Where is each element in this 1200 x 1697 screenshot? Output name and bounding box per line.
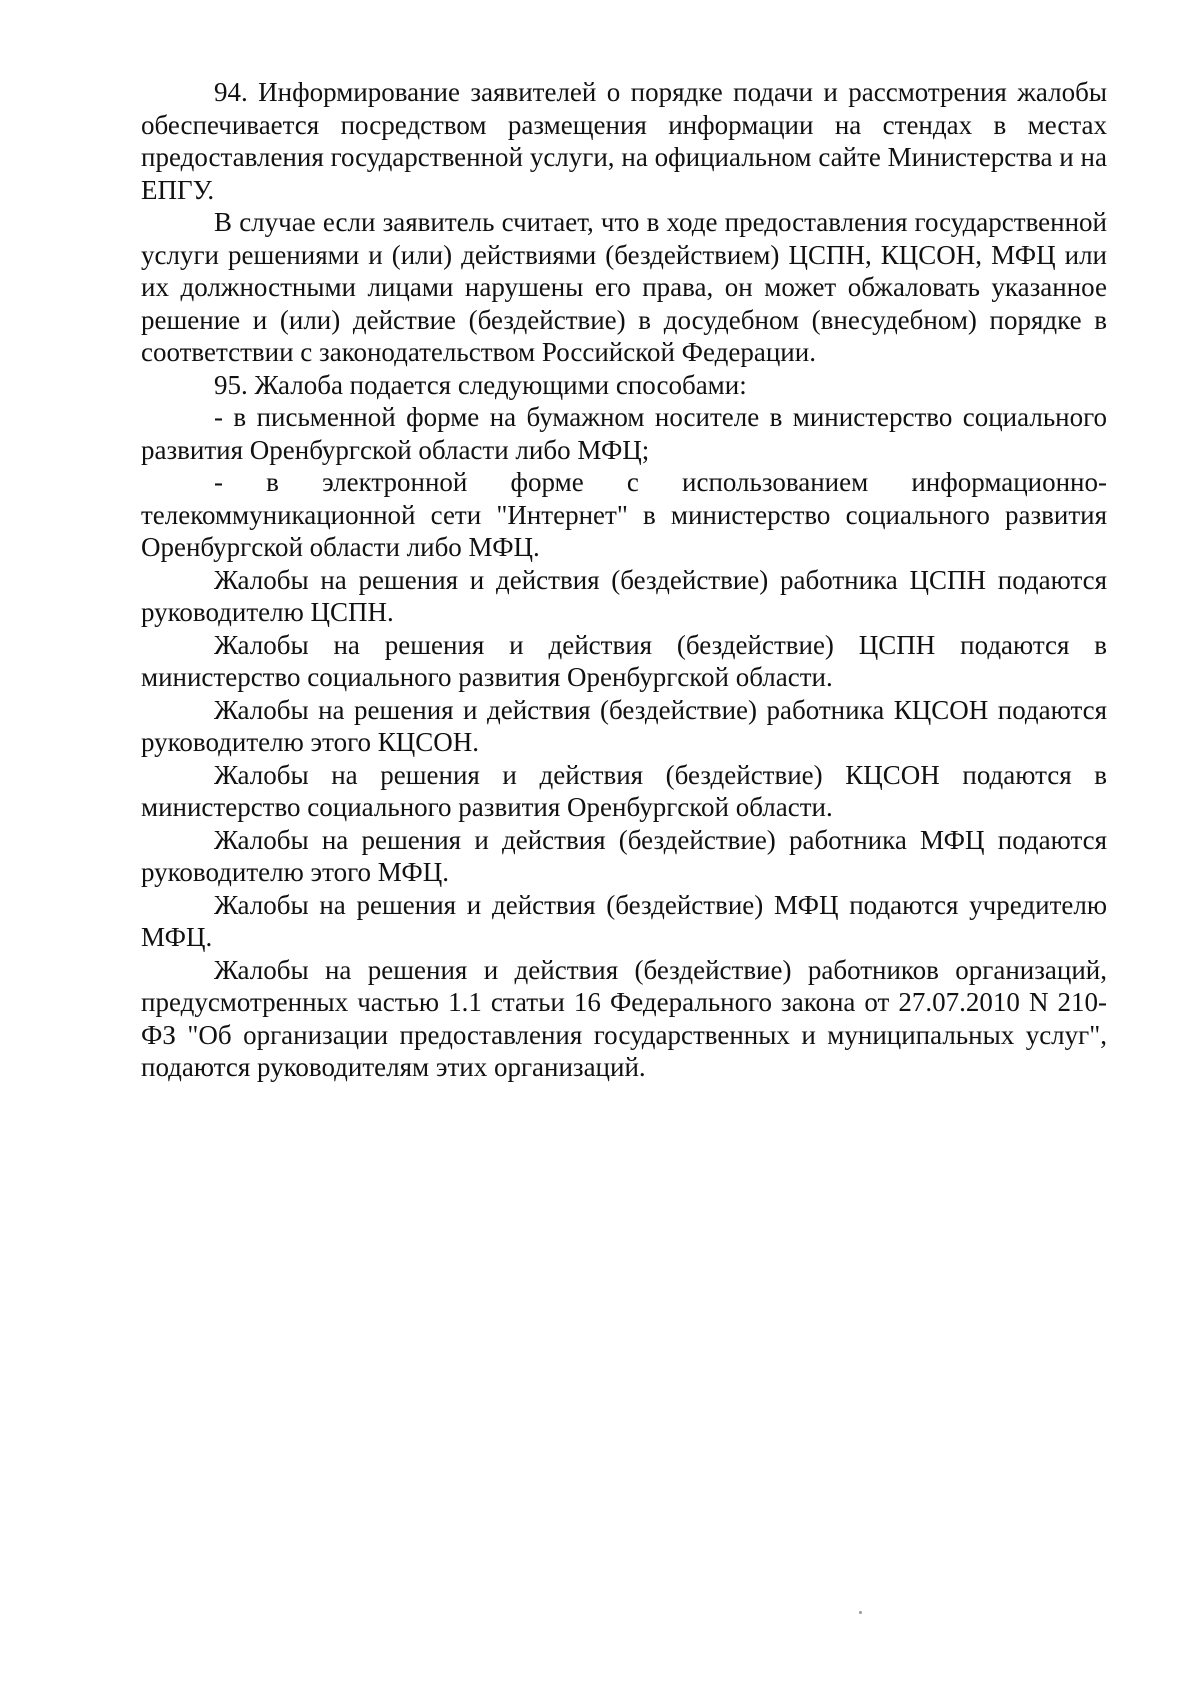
paragraph-organizations: Жалобы на решения и действия (бездействие) работников организаций, предусмотренных частью 1.1 статьи 16 Федерального закона от 27.07.2010 N 210-ФЗ "Об организации предоставления государственных и муниципальных услуг", подаются руководителям этих организаций.: [141, 954, 1107, 1082]
list-item-electronic-form: - в электронной форме с использованием информационно-телекоммуникационной сети "Интернет" в министерство социального развития Оренбургской области либо МФЦ.: [141, 467, 1107, 562]
paragraph-kcson-worker: Жалобы на решения и действия (бездействие) работника КЦСОН подаются руководителю этого КЦСОН.: [141, 694, 1107, 757]
paragraph-mfc: Жалобы на решения и действия (бездействие) МФЦ подаются учредителю МФЦ.: [141, 889, 1107, 952]
paragraph-appeal-right: В случае если заявитель считает, что в ходе предоставления государственной услуги решениями и (или) действиями (бездействием) ЦСПН, КЦСОН, МФЦ или их должностными лицами нарушены его права, он может обжаловать указанное решение и (или) действие (бездействие) в досудебном (внесудебном) порядке в соответствии с законодательством Российской Федерации.: [141, 207, 1107, 367]
scan-speck: [859, 1611, 862, 1614]
paragraph-kcson: Жалобы на решения и действия (бездействие) КЦСОН подаются в министерство социального развития Оренбургской области.: [141, 759, 1107, 822]
list-item-paper-form: - в письменной форме на бумажном носителе в министерство социального развития Оренбургской области либо МФЦ;: [141, 402, 1107, 465]
paragraph-mfc-worker: Жалобы на решения и действия (бездействие) работника МФЦ подаются руководителю этого МФЦ.: [141, 824, 1107, 887]
paragraph-cspn: Жалобы на решения и действия (бездействие) ЦСПН подаются в министерство социального развития Оренбургской области.: [141, 629, 1107, 692]
paragraph-cspn-worker: Жалобы на решения и действия (бездействие) работника ЦСПН подаются руководителю ЦСПН.: [141, 564, 1107, 627]
paragraph-94-intro: 94. Информирование заявителей о порядке подачи и рассмотрения жалобы обеспечивается посредством размещения информации на стендах в местах предоставления государственной услуги, на официальном сайте Министерства и на ЕПГУ.: [141, 77, 1107, 205]
document-body: [141, 76, 1107, 1084]
paragraph-95-methods: 95. Жалоба подается следующими способами:: [214, 369, 747, 400]
